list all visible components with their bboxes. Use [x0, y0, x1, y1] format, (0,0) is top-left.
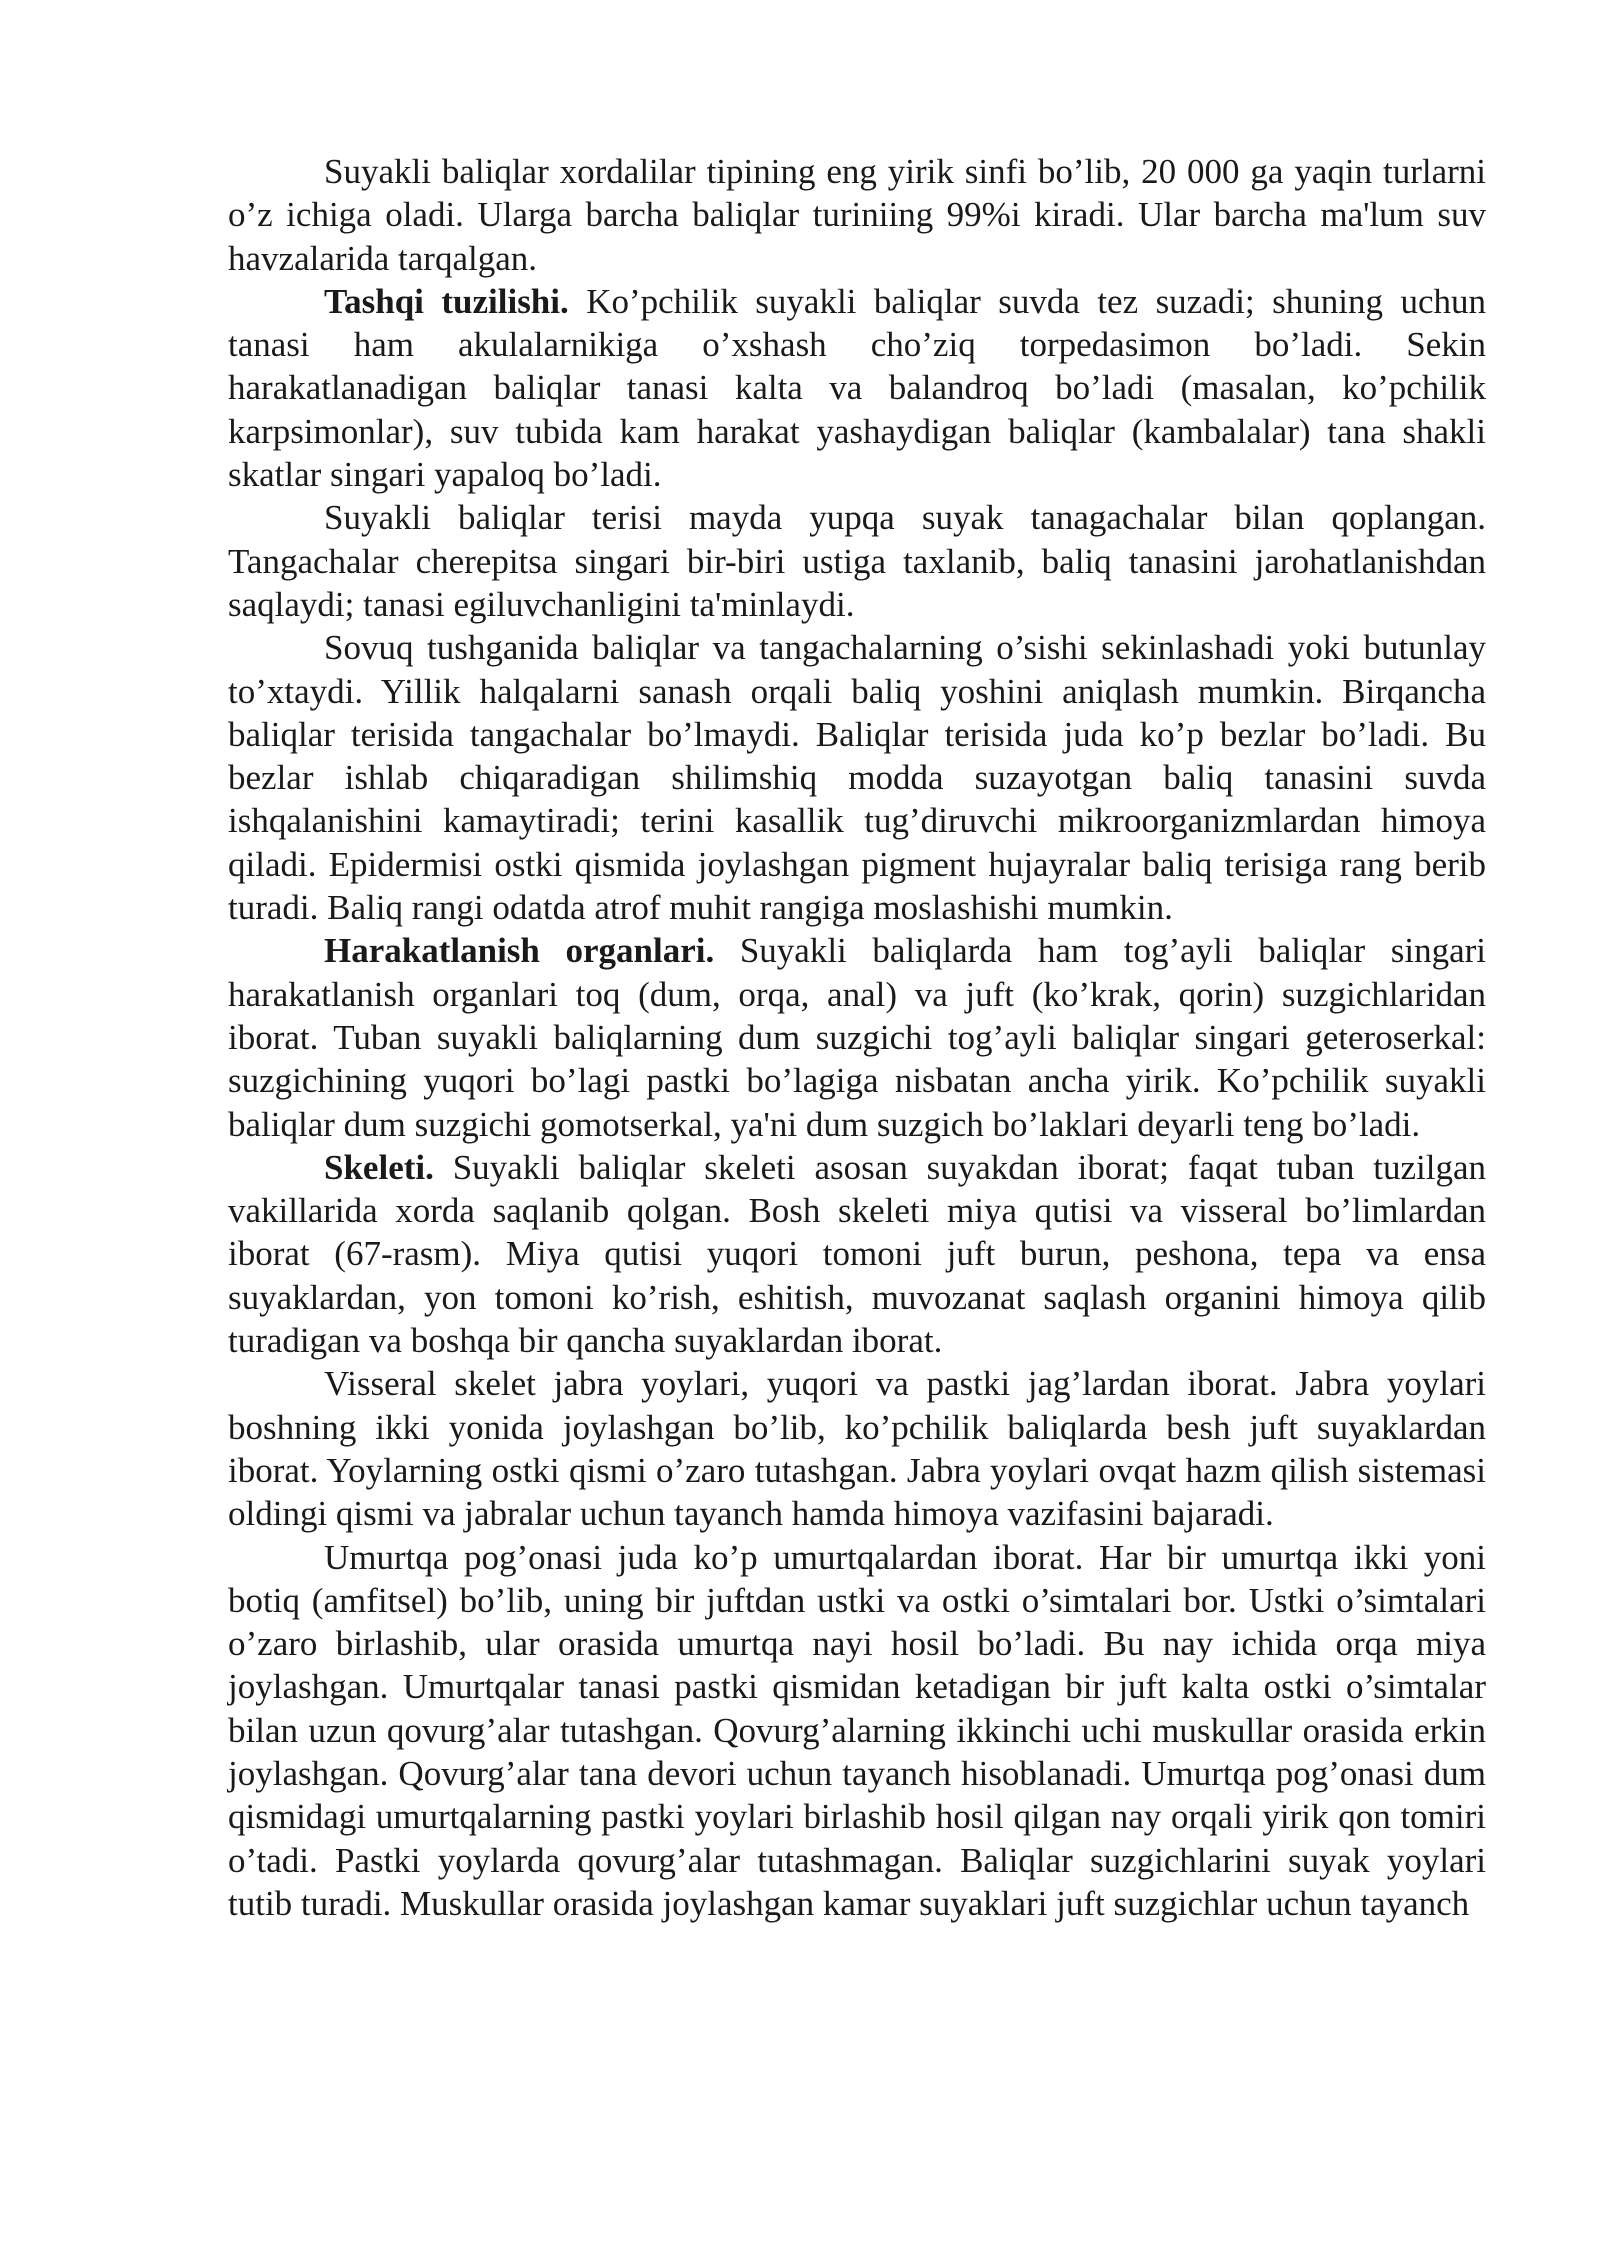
paragraph-intro: [228, 150, 1486, 280]
section-heading: Tashqi tuzilishi.: [324, 281, 569, 321]
paragraph-growth: [228, 626, 1486, 929]
paragraph-text: Suyakli baliqlarda ham tog’ayli baliqlar singari harakatlanish organlari toq (dum, orqa, anal) va juft (ko’krak, qorin) suzgichlaridan iborat. Tuban suyakli baliqlarning dum suzgichi tog’ayli baliqlar singari geteroserkal: suzgichining yuqori bo’lagi pastki bo’lagiga nisbatan ancha yirik. Ko’pchilik suyakli baliqlar dum suzgichi gomotserkal, ya'ni dum suzgich bo’laklari deyarli teng bo’ladi.: [228, 931, 1486, 1144]
document-page: [228, 150, 1486, 1925]
paragraph-text: Ko’pchilik suyakli baliqlar suvda tez suzadi; shuning uchun tanasi ham akulalarnikiga o’xshash cho’ziq torpedasimon bo’ladi. Sekin harakatlanadigan baliqlar tanasi kalta va balandroq bo’ladi (masalan, ko’pchilik karpsimonlar), suv tubida kam harakat yashaydigan baliqlar (kambalalar) tana shakli skatlar singari yapaloq bo’ladi.: [228, 281, 1486, 495]
paragraph-locomotion: [228, 929, 1486, 1145]
paragraph-visceral: [228, 1362, 1486, 1535]
paragraph-text: Umurtqa pog’onasi juda ko’p umurtqalardan iborat. Har bir umurtqa ikki yoni botiq (amfitsel) bo’lib, uning bir juftdan ustki va ostki o’simtalari bor. Ustki o’simtalari o’zaro birlashib, ular orasida umurtqa nayi hosil bo’ladi. Bu nay ichida orqa miya joylashgan. Umurtqalar tanasi pastki qismidan ketadigan bir juft kalta ostki o’simtalar bilan uzun qovurg’alar tutashgan. Qovurg’alarning ikkinchi uchi muskullar orasida erkin joylashgan. Qovurg’alar tana devori uchun tayanch hisoblanadi. Umurtqa pog’onasi dum qismidagi umurtqalarning pastki yoylari birlashib hosil qilgan nay orqali yirik qon tomiri o’tadi. Pastki yoylarda qovurg’alar tutashmagan. Baliqlar suzgichlarini suyak yoylari tutib turadi. Muskullar orasida joylashgan kamar suyaklari juft suzgichlar uchun tayanch: [228, 1537, 1486, 1923]
paragraph-spine: [228, 1536, 1486, 1926]
paragraph-skin: [228, 496, 1486, 626]
paragraph-text: Suyakli baliqlar terisi mayda yupqa suyak tanagachalar bilan qoplangan. Tangachalar cherepitsa singari bir-biri ustiga taxlanib, baliq tanasini jarohatlanishdan saqlaydi; tanasi egiluvchanligini ta'minlaydi.: [228, 498, 1486, 624]
section-heading: Skeleti.: [324, 1147, 434, 1187]
paragraph-text: Sovuq tushganida baliqlar va tangachalarning o’sishi sekinlashadi yoki butunlay to’xtaydi. Yillik halqalarni sanash orqali baliq yoshini aniqlash mumkin. Birqancha baliqlar terisida tangachalar bo’lmaydi. Baliqlar terisida juda ko’p bezlar bo’ladi. Bu bezlar ishlab chiqaradigan shilimshiq modda suzayotgan baliq tanasini suvda ishqalanishini kamaytiradi; terini kasallik tug’diruvchi mikroorganizmlardan himoya qiladi. Epidermisi ostki qismida joylashgan pigment hujayralar baliq terisiga rang berib turadi. Baliq rangi odatda atrof muhit rangiga moslashishi mumkin.: [228, 628, 1486, 928]
paragraph-external-structure: [228, 280, 1486, 496]
paragraph-text: Visseral skelet jabra yoylari, yuqori va pastki jag’lardan iborat. Jabra yoylari boshning ikki yonida joylashgan bo’lib, ko’pchilik baliqlarda besh juft suyaklardan iborat. Yoylarning ostki qismi o’zaro tutashgan. Jabra yoylari ovqat hazm qilish sistemasi oldingi qismi va jabralar uchun tayanch hamda himoya vazifasini bajaradi.: [228, 1364, 1486, 1534]
paragraph-skeleton: [228, 1146, 1486, 1362]
section-heading: Harakatlanish organlari.: [324, 931, 715, 971]
paragraph-text: Suyakli baliqlar xordalilar tipining eng yirik sinfi bo’lib, 20 000 ga yaqin turlarni o’z ichiga oladi. Ularga barcha baliqlar turiniing 99%i kiradi. Ular barcha ma'lum suv havzalarida tarqalgan.: [228, 152, 1486, 278]
paragraph-text: Suyakli baliqlar skeleti asosan suyakdan iborat; faqat tuban tuzilgan vakillarida xorda saqlanib qolgan. Bosh skeleti miya qutisi va visseral bo’limlardan iborat (67-rasm). Miya qutisi yuqori tomoni juft burun, peshona, tepa va ensa suyaklardan, yon tomoni ko’rish, eshitish, muvozanat saqlash organini himoya qilib turadigan va boshqa bir qancha suyaklardan iborat.: [228, 1147, 1486, 1361]
